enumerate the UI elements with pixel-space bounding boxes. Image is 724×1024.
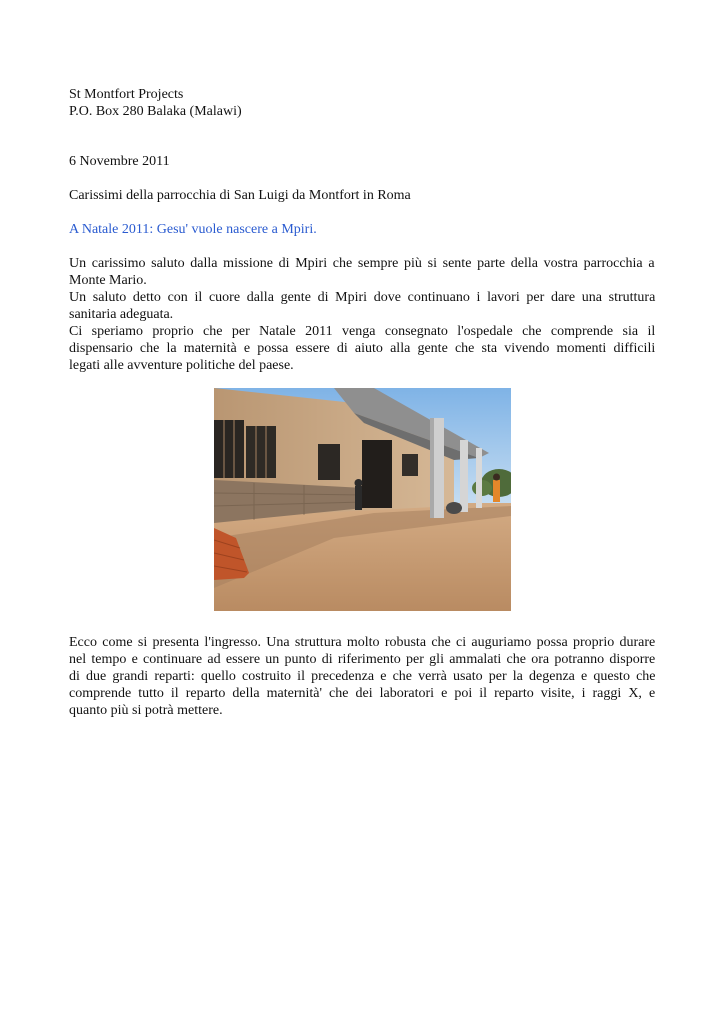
paragraph-line: Ecco come si presenta l'ingresso. Una struttura molto robusta che ci auguriamo possa proprio durare <box>69 635 656 650</box>
letter-greeting: Carissimi della parrocchia di San Luigi da Montfort in Roma <box>69 188 411 203</box>
paragraph-line: sanitaria adeguata. <box>69 307 174 322</box>
paragraph-line: Ci speriamo proprio che per Natale 2011 venga consegnato l'ospedale che comprende sia il <box>69 324 656 339</box>
paragraph-line: comprende tutto il reparto della maternità' che dei laboratori e poi il reparto visite, i raggi X, e <box>69 686 656 701</box>
sender-address <box>69 86 655 120</box>
paragraph-line: dispensario che la maternità e possa essere di aiuto alla gente che sta vivendo momenti difficili <box>69 341 656 356</box>
hospital-entrance-photo <box>214 388 511 611</box>
paragraph-line: legati alle avventure politiche del paese. <box>69 358 294 373</box>
paragraph-entrance <box>69 634 655 719</box>
letter-subtitle: A Natale 2011: Gesu' vuole nascere a Mpiri. <box>69 222 317 237</box>
paragraph-line: nel tempo e continuare ad essere un punto di riferimento per gli ammalati che ora potranno disporre <box>69 652 656 667</box>
paragraph-line: quanto più si potrà mettere. <box>69 703 223 718</box>
sender-name: St Montfort Projects <box>69 87 184 102</box>
letter-date: 6 Novembre 2011 <box>69 154 170 169</box>
paragraph-line: Un saluto detto con il cuore dalla gente di Mpiri dove continuano i lavori per dare una struttura <box>69 290 656 305</box>
paragraph-line: Monte Mario. <box>69 273 147 288</box>
paragraph-line: di due grandi reparti: quello costruito il precedenza e che verrà usato per la degenza e questo che <box>69 669 656 684</box>
paragraph-intro <box>69 255 655 374</box>
paragraph-line: Un carissimo saluto dalla missione di Mpiri che sempre più si sente parte della vostra parrocchia a <box>69 256 655 271</box>
sender-po-box: P.O. Box 280 Balaka (Malawi) <box>69 104 242 119</box>
